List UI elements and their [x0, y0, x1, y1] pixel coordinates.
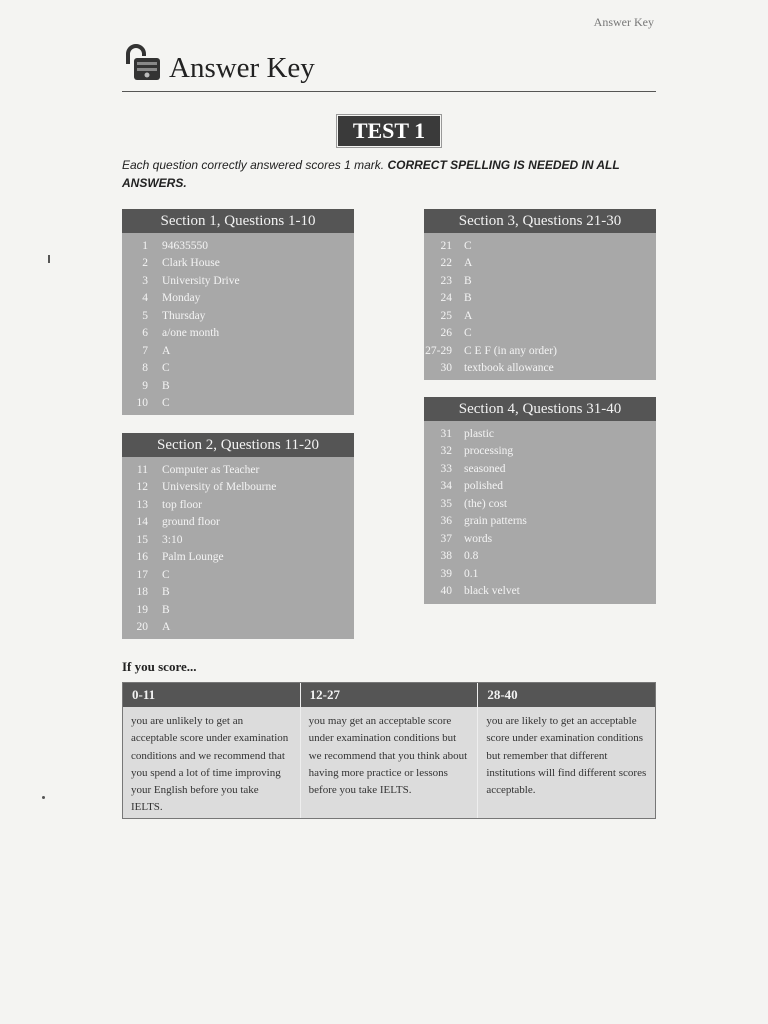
answer-text: C [162, 397, 170, 410]
answer-list [122, 233, 354, 412]
test-label: TEST 1 [338, 116, 440, 146]
answer-row [424, 325, 656, 343]
answer-row [424, 478, 656, 496]
answer-list [122, 457, 354, 636]
answer-row [122, 360, 354, 378]
score-table [122, 682, 656, 819]
answer-text: A [464, 257, 473, 270]
answer-text: B [464, 292, 472, 305]
question-number: 24 [440, 292, 452, 305]
score-band-28-40 [478, 683, 655, 818]
score-band-range: 0-11 [123, 683, 300, 707]
question-number: 16 [136, 551, 148, 564]
answer-text: plastic [464, 427, 495, 440]
section-4-panel [424, 397, 656, 604]
question-number: 34 [440, 480, 452, 493]
answer-row [424, 360, 656, 378]
question-number: 26 [440, 327, 452, 340]
question-number: 35 [440, 497, 452, 510]
question-number: 18 [136, 586, 148, 599]
answer-row [122, 342, 354, 360]
answer-text: B [464, 274, 472, 287]
section-header: Section 2, Questions 11-20 [122, 433, 354, 457]
answer-text: A [464, 309, 473, 322]
question-number: 39 [440, 567, 452, 580]
answer-row [122, 514, 354, 532]
answer-row [122, 566, 354, 584]
answer-row [122, 377, 354, 395]
answer-text: C [162, 568, 170, 581]
answer-text: textbook allowance [464, 362, 554, 375]
question-number: 40 [440, 585, 452, 598]
answer-text: Clark House [162, 257, 220, 270]
answer-text: 0.8 [464, 550, 479, 563]
answer-text: Computer as Teacher [162, 463, 260, 476]
answer-row [424, 237, 656, 255]
score-band-0-11 [123, 683, 301, 818]
question-number: 36 [440, 515, 452, 528]
question-number: 37 [440, 532, 452, 545]
answer-text: top floor [162, 498, 202, 511]
answer-row [122, 601, 354, 619]
question-number: 22 [440, 257, 452, 270]
question-number: 5 [142, 309, 148, 322]
section-3-panel [424, 209, 656, 380]
section-2-panel [122, 433, 354, 639]
answer-text: processing [464, 445, 514, 458]
answer-row [122, 619, 354, 637]
answer-row [122, 531, 354, 549]
page-title: Answer Key [169, 52, 315, 84]
answer-row [122, 584, 354, 602]
answer-text: Palm Lounge [162, 551, 224, 564]
question-number: 14 [136, 516, 148, 529]
answer-text: A [162, 344, 171, 357]
question-number: 6 [142, 327, 148, 340]
answer-text: 3:10 [162, 533, 183, 546]
answer-row [424, 583, 656, 601]
title-row [122, 42, 656, 92]
instructions-emphasis: CORRECT SPELLING IS NEEDED IN ALL ANSWERS. [122, 158, 620, 190]
answer-text: University of Melbourne [162, 481, 277, 494]
answer-row [424, 290, 656, 308]
answer-text: grain patterns [464, 515, 527, 528]
question-number: 30 [440, 362, 452, 375]
instructions-text: Each question correctly answered scores 1 mark. [122, 158, 385, 172]
answer-text: B [162, 586, 170, 599]
question-number: 11 [136, 463, 148, 476]
answer-text: 0.1 [464, 567, 479, 580]
answer-row [122, 461, 354, 479]
section-header: Section 3, Questions 21-30 [424, 209, 656, 233]
question-number: 10 [136, 397, 148, 410]
answer-list [424, 421, 656, 600]
answer-row [122, 325, 354, 343]
question-number: 13 [136, 498, 148, 511]
answer-row [424, 460, 656, 478]
margin-mark [42, 796, 45, 799]
answer-text: University Drive [162, 274, 240, 287]
question-number: 8 [142, 362, 148, 375]
answer-row [424, 548, 656, 566]
answer-row [424, 495, 656, 513]
question-number: 20 [136, 621, 148, 634]
answer-row [424, 565, 656, 583]
score-band-12-27 [301, 683, 479, 818]
instructions [122, 156, 652, 192]
answer-text: black velvet [464, 585, 520, 598]
score-band-text: you may get an acceptable score under examination conditions but we recommend that you think about having more practice or lessons before you take IELTS. [308, 715, 468, 797]
question-number: 32 [440, 445, 452, 458]
answer-row [122, 395, 354, 413]
question-number: 3 [142, 274, 148, 287]
section-1-panel [122, 209, 354, 415]
answer-text: Thursday [162, 309, 206, 322]
answer-text: C E F (in any order) [464, 344, 557, 357]
answer-text: a/one month [162, 327, 220, 340]
question-number: 17 [136, 568, 148, 581]
answer-row [122, 255, 354, 273]
score-band-text: you are unlikely to get an acceptable score under examination conditions and we recommend that you spend a lot of time improving your English before you take IELTS. [131, 715, 289, 814]
answer-text: 94635550 [162, 239, 208, 252]
answer-row [122, 307, 354, 325]
answer-row [424, 443, 656, 461]
answer-text: C [464, 239, 472, 252]
answer-text: A [162, 621, 171, 634]
answer-row [122, 549, 354, 567]
answer-row [424, 425, 656, 443]
question-number: 9 [142, 379, 148, 392]
score-band-range: 12-27 [301, 683, 478, 707]
question-number: 21 [440, 239, 452, 252]
score-band-range: 28-40 [478, 683, 655, 707]
section-header: Section 4, Questions 31-40 [424, 397, 656, 421]
answer-row [424, 530, 656, 548]
answer-list [424, 233, 656, 377]
question-number: 33 [440, 462, 452, 475]
question-number: 1 [142, 239, 148, 252]
question-number: 15 [136, 533, 148, 546]
question-number: 12 [136, 481, 148, 494]
answer-text: C [464, 327, 472, 340]
answer-text: ground floor [162, 516, 220, 529]
margin-mark [48, 255, 50, 263]
answer-text: C [162, 362, 170, 375]
answer-text: (the) cost [464, 497, 508, 510]
answer-row [424, 342, 656, 360]
question-number: 31 [440, 427, 452, 440]
question-number: 23 [440, 274, 452, 287]
answer-row [424, 513, 656, 531]
answer-row [122, 290, 354, 308]
score-band-text: you are likely to get an acceptable score under examination conditions but remember that different institutions will find different scores acceptable. [486, 715, 647, 797]
question-number: 27-29 [425, 344, 452, 357]
section-header: Section 1, Questions 1-10 [122, 209, 354, 233]
question-number: 4 [142, 292, 148, 305]
answer-text: polished [464, 480, 503, 493]
score-title: If you score... [122, 659, 197, 674]
answer-text: words [464, 532, 493, 545]
question-number: 25 [440, 309, 452, 322]
answer-row [424, 255, 656, 273]
answer-row [122, 237, 354, 255]
page-running-header: Answer Key [593, 15, 654, 29]
question-number: 7 [142, 344, 148, 357]
answer-text: Monday [162, 292, 201, 305]
answer-text: B [162, 379, 170, 392]
lock-icon [122, 42, 162, 84]
answer-row [122, 272, 354, 290]
answer-row [122, 479, 354, 497]
question-number: 19 [136, 603, 148, 616]
question-number: 38 [440, 550, 452, 563]
answer-text: seasoned [464, 462, 506, 475]
question-number: 2 [142, 257, 148, 270]
answer-row [424, 307, 656, 325]
answer-row [424, 272, 656, 290]
answer-text: B [162, 603, 170, 616]
answer-row [122, 496, 354, 514]
